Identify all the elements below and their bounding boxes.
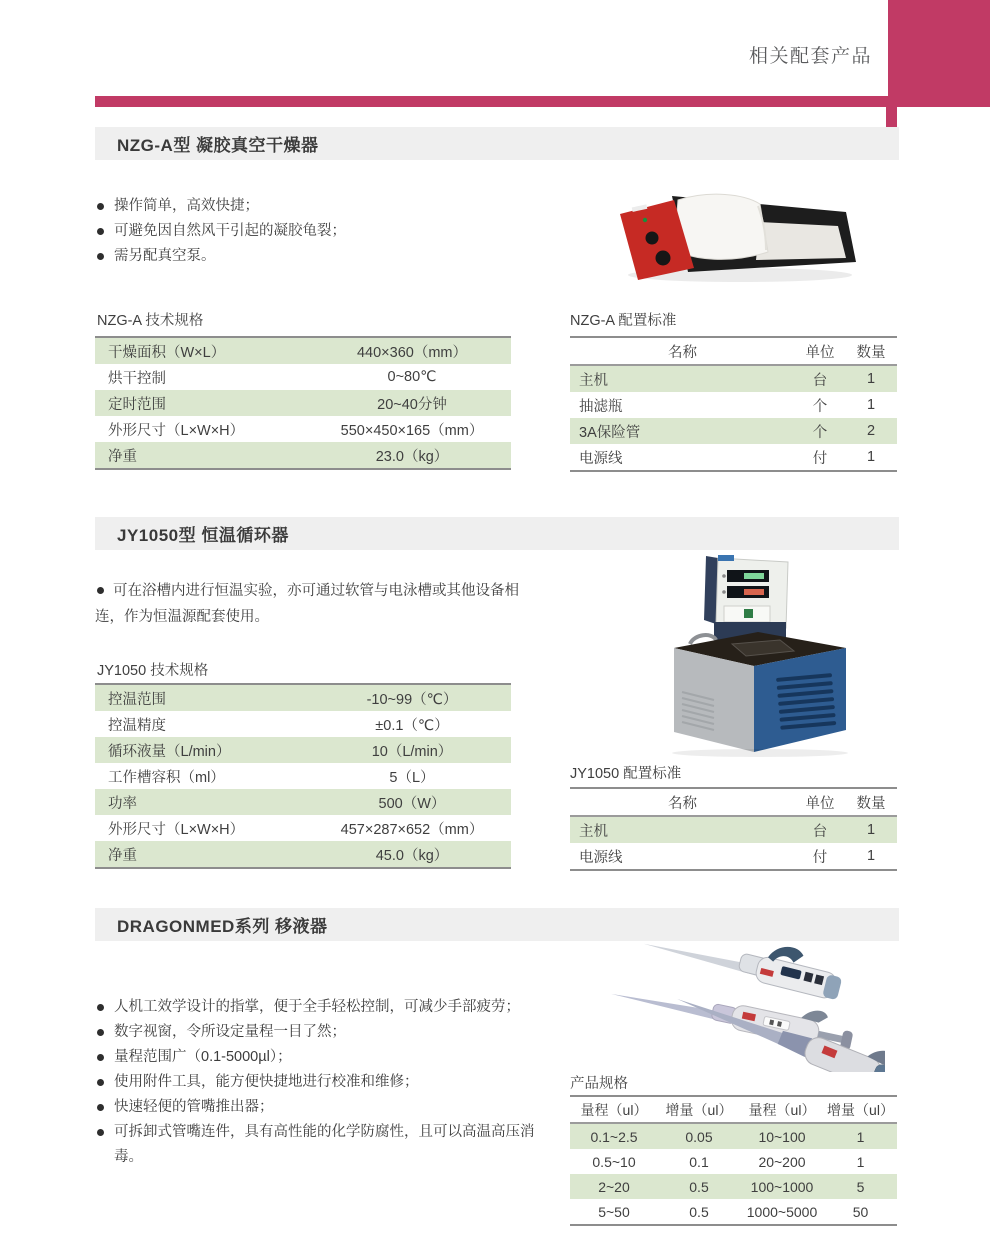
pipette-spec-title: 产品规格: [570, 1076, 628, 1092]
table-header-row: 名称 单位 数量: [570, 337, 897, 365]
jy1050-feature-paragraph: 可在浴槽内进行恒温实验，亦可通过软管与电泳槽或其他设备相连，作为恒温源配套使用。: [95, 583, 519, 625]
table-row: 外形尺寸（L×W×H） 457×287×652（mm）: [108, 821, 484, 838]
thermostatic-circulator-image: [660, 552, 860, 757]
list-item: 操作简单，高效快捷；: [95, 194, 525, 219]
bullet-icon: [97, 1004, 104, 1011]
list-item: 可拆卸式管嘴连件，具有高性能的化学防腐性，且可以高温高压消毒。: [95, 1120, 550, 1170]
table-row: 控温精度 ±0.1（℃）: [108, 717, 449, 734]
gel-vacuum-dryer-image: [610, 168, 860, 286]
dryer-knob: [646, 232, 659, 245]
dryer-knob: [656, 251, 671, 266]
list-item: 数字视窗，令所设定量程一目了然；: [95, 1020, 550, 1045]
table-row: 抽滤瓶 个 1: [579, 397, 876, 415]
nzg-a-spec-title: NZG-A 技术规格: [97, 313, 204, 329]
section-title-nzg-a: [95, 127, 899, 160]
list-item: 快速轻便的管嘴推出器；: [95, 1095, 550, 1120]
section-title-jy1050: [95, 517, 899, 550]
bullet-icon: [97, 1079, 104, 1086]
pipette-spec-table: [570, 1095, 897, 1226]
list-item: 需另配真空泵。: [95, 244, 525, 269]
list-item: 量程范围广（0.1-5000µl）；: [95, 1045, 550, 1070]
jy1050-spec-table: [95, 683, 511, 869]
table-row: 净重 23.0（kg）: [95, 442, 511, 469]
pipettes-image: [595, 932, 885, 1072]
table-row: 外形尺寸（L×W×H） 550×450×165（mm）: [108, 422, 484, 439]
table-header-row: 名称 单位 数量: [570, 788, 897, 816]
bullet-icon: [97, 1029, 104, 1036]
table-row: 主机 台 1: [570, 365, 897, 392]
bullet-icon: [97, 1104, 104, 1111]
list-item: 人机工效学设计的指掌，便于全手轻松控制，可减少手部疲劳；: [95, 995, 550, 1020]
accent-corner-block: [888, 0, 990, 107]
bullet-icon: [97, 1054, 104, 1061]
page-header-title: 相关配套产品: [748, 46, 872, 67]
table-header-row: 量程（ul） 增量（ul） 量程（ul） 增量（ul）: [570, 1096, 897, 1123]
section-title-text: NZG-A型 凝胶真空干燥器: [117, 136, 319, 155]
table-row: 5~50 0.5 1000~5000 50: [598, 1203, 869, 1220]
pipette-electronic: [641, 932, 846, 1001]
list-item: 使用附件工具，能方便快捷地进行校准和维修；: [95, 1070, 550, 1095]
bullet-icon: [97, 203, 104, 210]
bullet-icon: [97, 253, 104, 260]
table-row: 定时范围 20~40分钟: [95, 390, 511, 416]
jy1050-config-title: JY1050 配置标准: [570, 766, 682, 782]
table-row: 净重 45.0（kg）: [95, 841, 511, 868]
dryer-tray: [756, 222, 846, 260]
table-row: 2~20 0.5 100~1000 5: [570, 1174, 897, 1199]
table-row: 控温范围 -10~99（℃）: [95, 684, 511, 711]
nzg-a-config-table: [570, 336, 897, 472]
nzg-a-config-title: NZG-A 配置标准: [570, 313, 677, 329]
accent-rule-stub: [886, 107, 897, 128]
table-row: 烘干控制 0~80℃: [108, 369, 437, 387]
list-item: 可避免因自然风干引起的凝胶龟裂；: [95, 219, 525, 244]
table-row: 0.5~10 0.1 20~200 1: [592, 1153, 865, 1170]
table-row: 电源线 付 1: [579, 848, 876, 866]
table-row: 电源线 付 1: [579, 449, 876, 467]
table-row: 干燥面积（W×L） 440×360（mm）: [95, 337, 511, 364]
table-row: 工作槽容积（ml） 5（L）: [108, 769, 435, 786]
dryer-indicator-led: [643, 218, 647, 222]
table-row: 0.1~2.5 0.05 10~100 1: [570, 1123, 897, 1149]
nzg-a-spec-table: [95, 336, 511, 470]
bullet-icon: [97, 228, 104, 235]
table-row: 循环液量（L/min） 10（L/min）: [95, 737, 511, 763]
accent-rule-bar: [95, 96, 888, 107]
table-row: 主机 台 1: [570, 816, 897, 843]
section-title-text: JY1050型 恒温循环器: [117, 526, 289, 545]
nzg-a-feature-list: [95, 194, 525, 269]
table-row: 3A保险管 个 2: [570, 418, 897, 444]
jy1050-spec-title: JY1050 技术规格: [97, 663, 209, 679]
bullet-icon: [97, 587, 104, 594]
jy1050-config-table: [570, 787, 897, 871]
section-title-text: DRAGONMED系列 移液器: [117, 917, 328, 936]
dragonmed-feature-list: [95, 995, 550, 1170]
table-row: 功率 500（W）: [95, 789, 511, 815]
bullet-icon: [97, 1129, 104, 1136]
